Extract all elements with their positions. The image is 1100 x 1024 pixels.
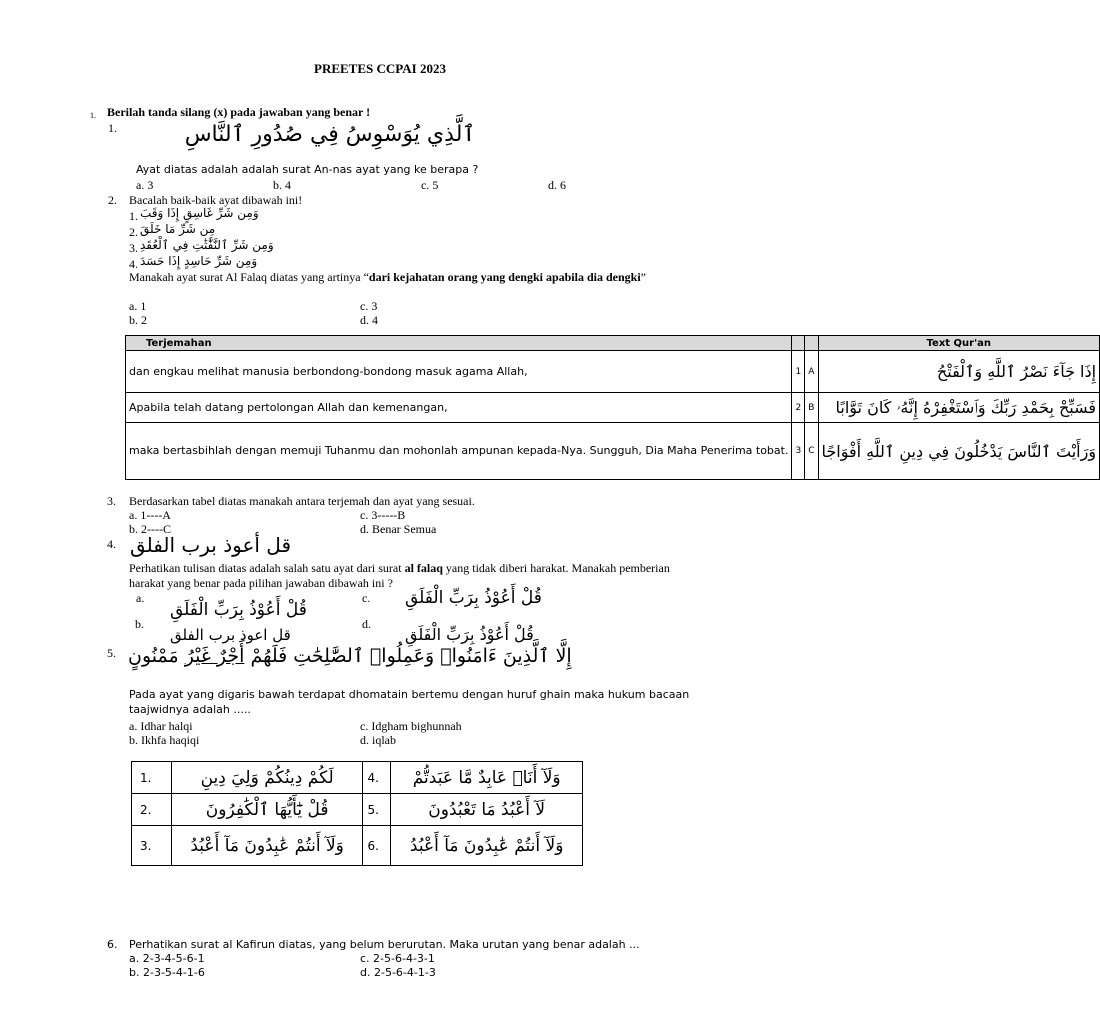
q1-option-c[interactable]: c. 5 <box>421 178 439 192</box>
verse-number-6: 6. <box>363 826 391 866</box>
row-2-terjemahan: Apabila telah datang pertolongan Allah dan kemenangan, <box>126 393 792 423</box>
header-text-quran: Text Qur'an <box>818 336 1100 351</box>
page-title: PREETES CCPAI 2023 <box>314 61 446 76</box>
q3-question: Berdasarkan tabel diatas manakah antara terjemah dan ayat yang sesuai. <box>129 494 475 508</box>
table-row <box>126 351 1100 393</box>
row-2-arabic: فَسَبِّحْ بِحَمْدِ رَبِّكَ وَٱسْتَغْفِرْهُ إِنَّهُۥ كَانَ تَوَّابًا <box>818 393 1100 423</box>
q5-arabic-verse: إِلَّا ٱلَّذِينَ ءَامَنُوا۟ وَعَمِلُوا۟ ٱلصَّٰلِحَٰتِ فَلَهُمْ أَجْرٌ غَيْرُ مَمْنُونٍ <box>128 645 572 667</box>
verse-arabic-6: وَلَآ أَنتُمْ عَٰبِدُونَ مَآ أَعْبُدُ <box>391 826 583 866</box>
q6-option-a[interactable]: a. 2-3-4-5-6-1 <box>129 952 205 965</box>
q2-option-b[interactable]: b. 2 <box>129 313 147 327</box>
q5-underlined-phrase: أَجْرٌ غَيْرُ <box>184 645 245 667</box>
verse-arabic-5: لَآ أَعْبُدُ مَا تَعْبُدُونَ <box>391 794 583 826</box>
q2-verse-1: وَمِن شَرِّ غَاسِقٍ إِذَا وَقَبَ <box>140 206 259 220</box>
q2-verse-num-3: 3. <box>129 241 138 255</box>
q4-option-b[interactable]: b. <box>135 617 144 631</box>
q6-question: Perhatikan surat al Kafirun diatas, yang belum berurutan. Maka urutan yang benar adalah ... <box>129 938 640 951</box>
q4-arabic-unvoweled: قل أعوذ برب الفلق <box>130 533 292 557</box>
instruction-bullet: 1. <box>90 111 96 120</box>
verse-number-2: 2. <box>132 794 172 826</box>
q6-option-b[interactable]: b. 2-3-5-4-1-6 <box>129 966 205 979</box>
q5-option-a[interactable]: a. Idhar halqi <box>129 719 193 733</box>
table-row <box>126 393 1100 423</box>
q2-number: 2. <box>108 193 117 207</box>
q3-number: 3. <box>107 494 116 508</box>
q5-question: Pada ayat yang digaris bawah terdapat dhomatain bertemu dengan huruf ghain maka hukum bacaan taajwidnya adalah ..... <box>129 688 690 716</box>
q2-question: Manakah ayat surat Al Falaq diatas yang artinya “dari kejahatan orang yang dengki apabila dia dengki” <box>129 270 646 284</box>
q1-option-b[interactable]: b. 4 <box>273 178 291 192</box>
q4-option-c[interactable]: c. <box>362 591 371 605</box>
q2-verse-num-2: 2. <box>129 225 138 239</box>
row-1-number: 1 <box>792 351 805 393</box>
q4-option-extra-arabic: قل اعوذ برب الفلق <box>170 626 291 644</box>
q2-verse-2: مِن شَرِّ مَا خَلَقَ <box>140 222 216 236</box>
q2-option-a[interactable]: a. 1 <box>129 299 147 313</box>
q2-option-d[interactable]: d. 4 <box>360 313 378 327</box>
verse-number-3: 3. <box>132 826 172 866</box>
q4-option-d[interactable]: d. <box>362 617 371 631</box>
verse-number-4: 4. <box>363 762 391 794</box>
row-3-number: 3 <box>792 423 805 480</box>
kafirun-verses-table <box>131 761 583 866</box>
verse-number-5: 5. <box>363 794 391 826</box>
q2-verse-num-1: 1. <box>129 209 138 223</box>
q3-option-b[interactable]: b. 2----C <box>129 522 171 536</box>
q5-option-c[interactable]: c. Idgham bighunnah <box>360 719 462 733</box>
instruction-text: Berilah tanda silang (x) pada jawaban yang benar ! <box>107 105 371 119</box>
verse-arabic-1: لَكُمْ دِينُكُمْ وَلِيَ دِينِ <box>171 762 363 794</box>
q1-question: Ayat diatas adalah adalah surat An-nas ayat yang ke berapa ? <box>136 163 479 176</box>
q2-prompt: Bacalah baik-baik ayat dibawah ini! <box>129 193 303 207</box>
q1-option-a[interactable]: a. 3 <box>136 178 154 192</box>
q2-verse-3: وَمِن شَرِّ ٱلنَّفَّٰثَٰتِ فِي ٱلْعُقَدِ <box>140 238 274 252</box>
q4-number: 4. <box>107 537 116 551</box>
header-letter <box>805 336 818 351</box>
row-2-letter: B <box>805 393 818 423</box>
q4-option-c-arabic: قُلْ أَعُوْذُ بِرَبِّ الْفَلَقِ <box>405 588 542 608</box>
header-terjemahan: Terjemahan <box>126 336 792 351</box>
verse-number-1: 1. <box>132 762 172 794</box>
row-1-terjemahan: dan engkau melihat manusia berbondong-bondong masuk agama Allah, <box>126 351 792 393</box>
q1-option-d[interactable]: d. 6 <box>548 178 566 192</box>
q2-option-c[interactable]: c. 3 <box>360 299 378 313</box>
q6-number: 6. <box>107 938 118 951</box>
q5-option-d[interactable]: d. iqlab <box>360 733 396 747</box>
q4-option-b-arabic: قُلْ أَعُوْذُ بِرَبِّ الْفَلَقِ <box>170 600 307 620</box>
row-2-number: 2 <box>792 393 805 423</box>
q5-number: 5. <box>107 646 116 660</box>
row-3-letter: C <box>805 423 818 480</box>
translation-table <box>125 335 1100 480</box>
verse-arabic-4: وَلَآ أَنَا۠ عَابِدٌ مَّا عَبَدتُّمْ <box>391 762 583 794</box>
q6-option-d[interactable]: d. 2-5-6-4-1-3 <box>360 966 436 979</box>
q2-verse-4: وَمِن شَرِّ حَاسِدٍ إِذَا حَسَدَ <box>140 254 258 268</box>
q6-option-c[interactable]: c. 2-5-6-4-3-1 <box>360 952 435 965</box>
table-row <box>132 826 583 866</box>
table-row <box>132 794 583 826</box>
q4-option-a[interactable]: a. <box>136 591 145 605</box>
row-3-terjemahan: maka bertasbihlah dengan memuji Tuhanmu dan mohonlah ampunan kepada-Nya. Sungguh, Dia Maha Penerima tobat. <box>126 423 792 480</box>
row-1-letter: A <box>805 351 818 393</box>
table-row <box>132 762 583 794</box>
q1-number: 1. <box>108 121 117 135</box>
table-row <box>126 423 1100 480</box>
q3-option-d[interactable]: d. Benar Semua <box>360 522 437 536</box>
verse-arabic-2: قُلْ يَٰٓأَيُّهَا ٱلْكَٰفِرُونَ <box>171 794 363 826</box>
q3-option-a[interactable]: a. 1----A <box>129 508 171 522</box>
q4-question: Perhatikan tulisan diatas adalah salah satu ayat dari surat al falaq yang tidak diberi harakat. Manakah pemberian harakat yang benar pada pilihan jawaban dibawah ini ? <box>129 561 670 590</box>
q4-option-d-arabic: قُلْ أَعُوْذُ بِرَبِّ الْفَلَقِ <box>405 625 534 644</box>
q5-option-b[interactable]: b. Ikhfa haqiqi <box>129 733 200 747</box>
q1-arabic-verse: ٱلَّذِي يُوَسْوِسُ فِي صُدُورِ ٱلنَّاسِ <box>184 122 476 147</box>
row-3-arabic: وَرَأَيْتَ ٱلنَّاسَ يَدْخُلُونَ فِي دِينِ ٱللَّهِ أَفْوَاجًا <box>818 423 1100 480</box>
q3-option-c[interactable]: c. 3-----B <box>360 508 406 522</box>
verse-arabic-3: وَلَآ أَنتُمْ عَٰبِدُونَ مَآ أَعْبُدُ <box>171 826 363 866</box>
header-number <box>792 336 805 351</box>
row-1-arabic: إِذَا جَآءَ نَصْرُ ٱللَّهِ وَٱلْفَتْحُ <box>818 351 1100 393</box>
q2-verse-num-4: 4. <box>129 257 138 271</box>
